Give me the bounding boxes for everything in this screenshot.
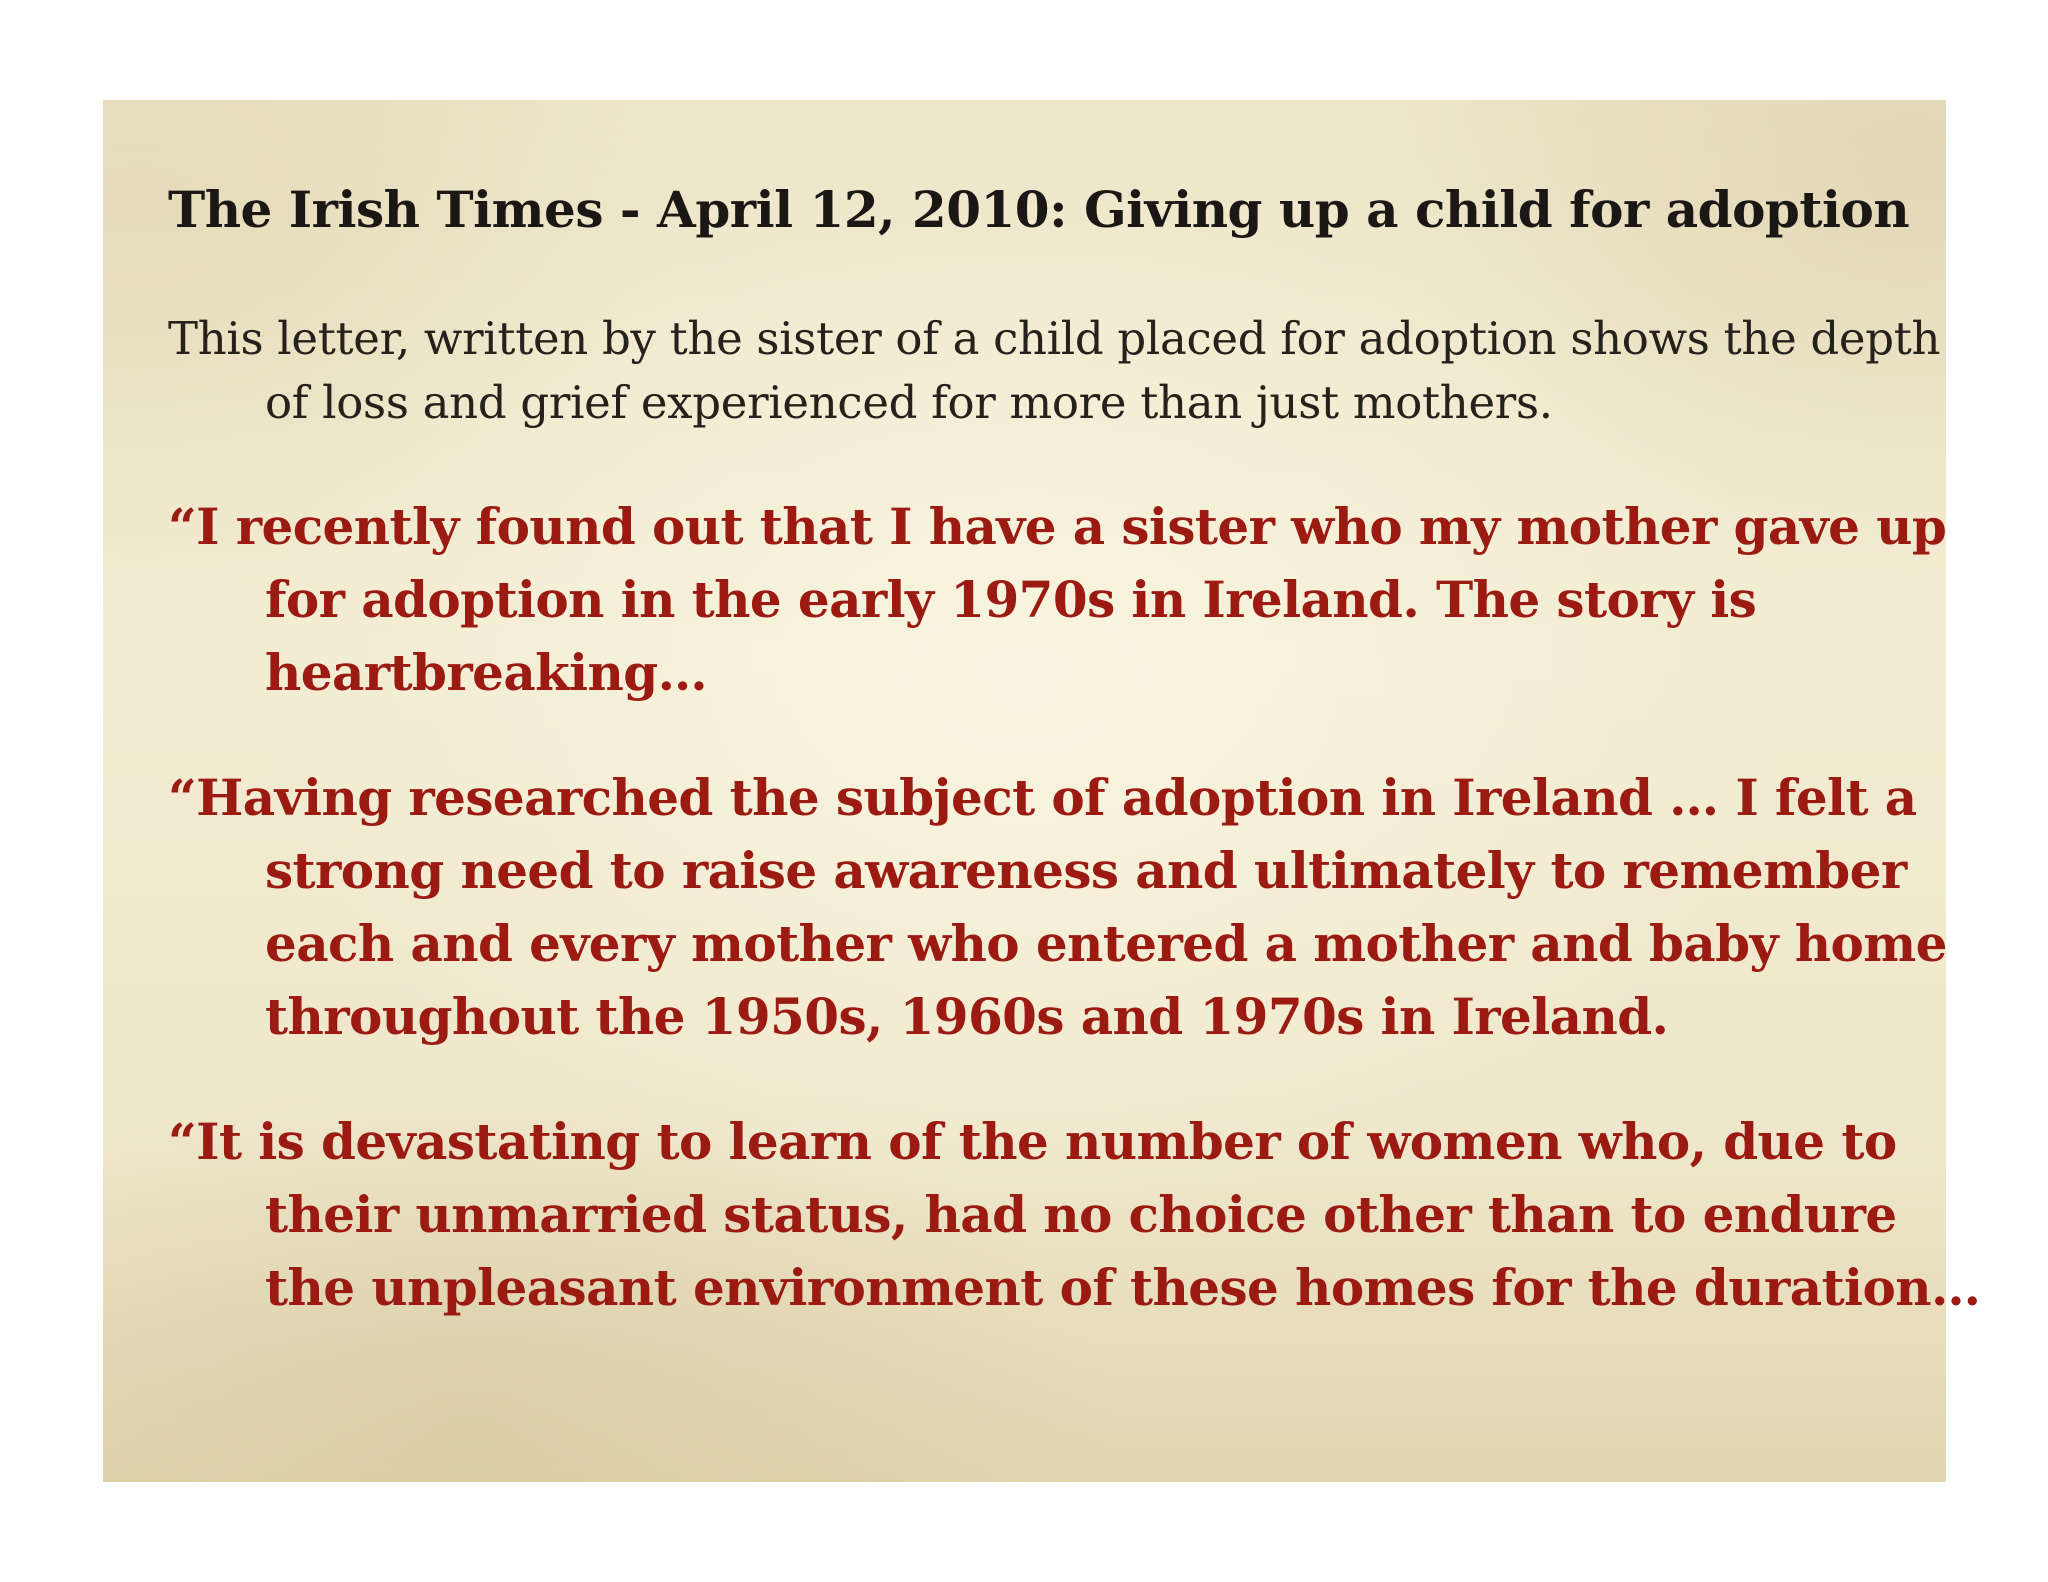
quote-1: “I recently found out that I have a sister who my mother gave up for adoption in the early 1970s in Ireland. The story is heartbreaking…: [168, 497, 1947, 702]
quote-3: “It is devastating to learn of the number of women who, due to their unmarried status, had no choice other than to endure the unpleasant environment of these homes for the duration…: [168, 1112, 1981, 1317]
quote-2: “Having researched the subject of adoption in Ireland … I felt a strong need to raise awareness and ultimately to remember each and every mother who entered a mother and baby home throughout the 1950s, 1960s and 1970s in Ireland.: [168, 768, 1947, 1046]
slide-title: The Irish Times - April 12, 2010: Giving up a child for adoption: [168, 180, 1910, 239]
slide: [103, 100, 1981, 1482]
intro-paragraph: This letter, written by the sister of a child placed for adoption shows the depth of loss and grief experienced for more than just mothers.: [168, 312, 1941, 429]
